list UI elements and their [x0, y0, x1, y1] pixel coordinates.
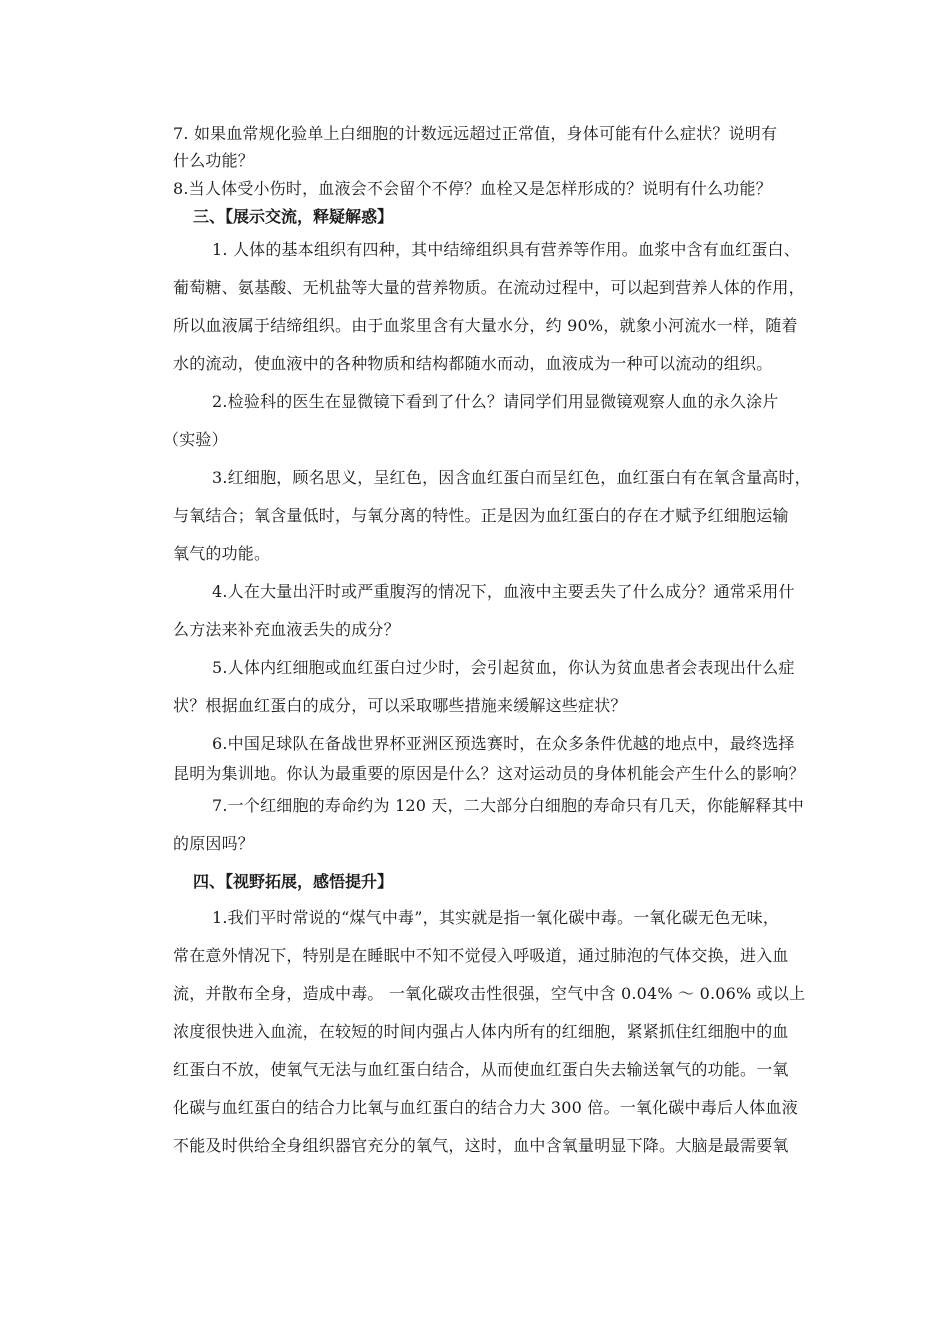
text-line: 4.人在大量出汗时或严重腹泻的情况下，血液中主要丢失了什么成分？通常采用什	[212, 582, 795, 601]
text-line: 1.我们平时常说的“煤气中毒”，其实就是指一氧化碳中毒。一氧化碳无色无味，	[212, 908, 780, 927]
text-line: 7. 如果血常规化验单上白细胞的计数远远超过正常值，身体可能有什么症状？说明有	[173, 124, 778, 143]
text-line: 6.中国足球队在备战世界杯亚洲区预选赛时，在众多条件优越的地点中，最终选择	[212, 734, 795, 753]
text-line: （实验）	[163, 430, 228, 449]
text-line: 红蛋白不放，使氧气无法与血红蛋白结合，从而使血红蛋白失去输送氧气的功能。一氧	[173, 1060, 789, 1079]
text-line: 8.当人体受小伤时，血液会不会留个不停？血栓又是怎样形成的？说明有什么功能？	[173, 179, 772, 198]
text-line: 5.人体内红细胞或血红蛋白过少时，会引起贫血，你认为贫血患者会表现出什么症	[212, 658, 795, 677]
text-line: 不能及时供给全身组织器官充分的氧气，这时，血中含氧量明显下降。大脑是最需要氧	[173, 1136, 789, 1155]
text-line: 葡萄糖、氨基酸、无机盐等大量的营养物质。在流动过程中，可以起到营养人体的作用，	[173, 278, 805, 297]
text-line: 什么功能？	[173, 151, 255, 170]
text-line: 所以血液属于结缔组织。由于血浆里含有大量水分，约 90%，就象小河流水一样，随着	[173, 316, 798, 335]
text-line: 水的流动，使血液中的各种物质和结构都随水而动，血液成为一种可以流动的组织。	[173, 354, 773, 373]
text-line: 状？根据血红蛋白的成分，可以采取哪些措施来缓解这些症状？	[173, 696, 627, 715]
text-line: 1. 人体的基本组织有四种，其中结缔组织具有营养等作用。血浆中含有血红蛋白、	[212, 240, 800, 259]
text-line: 流，并散布全身，造成中毒。 一氧化碳攻击性很强，空气中含 0.04% ～ 0.06% 或以上	[173, 984, 806, 1003]
text-line: 么方法来补充血液丢失的成分？	[173, 620, 400, 639]
text-line: 常在意外情况下，特别是在睡眠中不知不觉侵入呼吸道，通过肺泡的气体交换，进入血	[173, 946, 789, 965]
text-line: 7.一个红细胞的寿命约为 120 天，二大部分白细胞的寿命只有几天，你能解释其中	[212, 796, 804, 815]
text-line: 昆明为集训地。你认为最重要的原因是什么？这对运动员的身体机能会产生什么的影响？	[173, 764, 805, 783]
text-line: 的原因吗？	[173, 834, 255, 853]
text-line: 浓度很快进入血流，在较短的时间内强占人体内所有的红细胞，紧紧抓住红细胞中的血	[173, 1022, 789, 1041]
section-4-heading: 四、【视野拓展，感悟提升】	[193, 872, 394, 891]
text-line: 化碳与血红蛋白的结合力比氧与血红蛋白的结合力大 300 倍。一氧化碳中毒后人体血液	[173, 1098, 798, 1117]
text-line: 3.红细胞，顾名思义，呈红色，因含血红蛋白而呈红色，血红蛋白有在氧含量高时，	[212, 468, 811, 487]
text-line: 氧气的功能。	[173, 544, 271, 563]
section-3-heading: 三、【展示交流，释疑解惑】	[193, 207, 394, 226]
text-line: 2.检验科的医生在显微镜下看到了什么？请同学们用显微镜观察人血的永久涂片	[212, 392, 779, 411]
text-line: 与氧结合；氧含量低时，与氧分离的特性。正是因为血红蛋白的存在才赋予红细胞运输	[173, 506, 789, 525]
